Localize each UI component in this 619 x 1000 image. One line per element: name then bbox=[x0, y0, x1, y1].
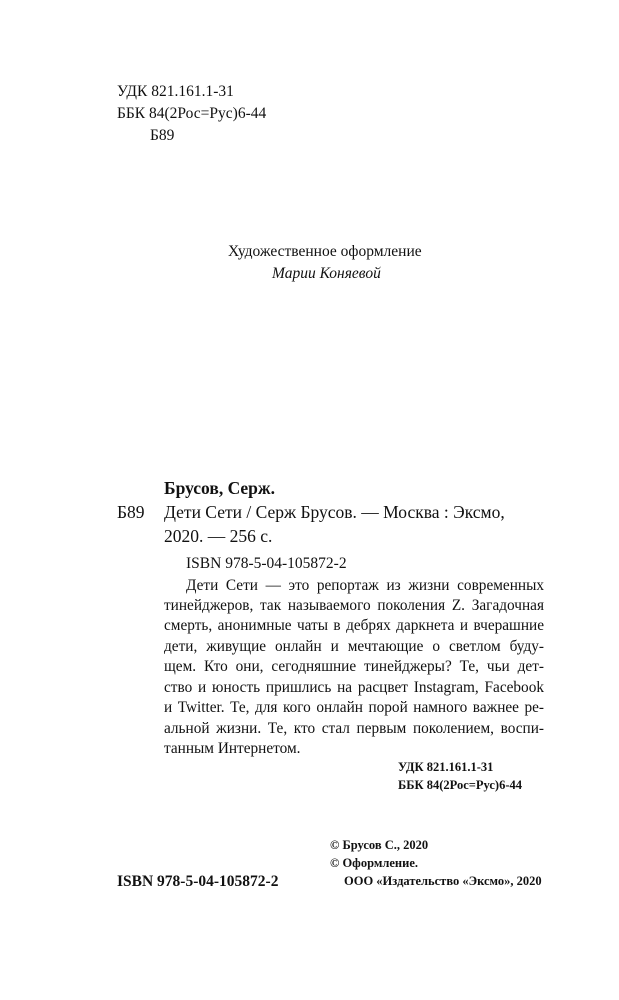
annotation-line: смерть, анонимные чаты в дебрях даркнета и вчерашние bbox=[164, 617, 544, 634]
title-line-2: 2020. — 256 с. bbox=[164, 526, 273, 546]
bbk-code-bold: ББК 84(2Рос=Рус)6-44 bbox=[398, 778, 522, 792]
design-credit-label: Художественное оформление bbox=[228, 243, 422, 260]
title-line-1: Дети Сети / Серж Брусов. — Москва : Эксмо, bbox=[164, 502, 505, 522]
annotation-line: Дети Сети — это репортаж из жизни современных bbox=[186, 577, 544, 594]
catalog-isbn: ISBN 978-5-04-105872-2 bbox=[186, 555, 347, 572]
author-mark: Б89 bbox=[150, 127, 175, 144]
footer-isbn: ISBN 978-5-04-105872-2 bbox=[117, 873, 279, 890]
annotation-line: щем. Кто они, сегодняшние тинейджеры? Те, чьи дет- bbox=[164, 658, 544, 675]
annotation-line: альной жизни. Те, кто стал первым поколением, воспи- bbox=[164, 720, 544, 737]
side-author-mark: Б89 bbox=[117, 502, 145, 522]
copyright-publisher: ООО «Издательство «Эксмо», 2020 bbox=[344, 874, 542, 888]
copyright-author: © Брусов С., 2020 bbox=[330, 838, 429, 852]
annotation-line: тинейджеров, так называемого поколения Z. Загадочная bbox=[164, 597, 544, 614]
udk-code-bold: УДК 821.161.1-31 bbox=[398, 760, 494, 774]
annotation-line: танным Интернетом. bbox=[164, 740, 301, 757]
bbk-code: ББК 84(2Рос=Рус)6-44 bbox=[117, 105, 267, 122]
author-heading: Брусов, Серж. bbox=[164, 478, 275, 498]
annotation-line: ство и юность пришлись на расцвет Instagram, Facebook bbox=[164, 679, 544, 696]
udk-code: УДК 821.161.1-31 bbox=[117, 83, 234, 100]
annotation-line: и Twitter. Те, для кого онлайн порой намного важнее ре- bbox=[164, 699, 544, 716]
design-credit-name: Марии Коняевой bbox=[272, 265, 381, 282]
copyright-design: © Оформление. bbox=[330, 856, 419, 870]
annotation-line: дети, живущие онлайн и мечтающие о светлом буду- bbox=[164, 638, 544, 655]
